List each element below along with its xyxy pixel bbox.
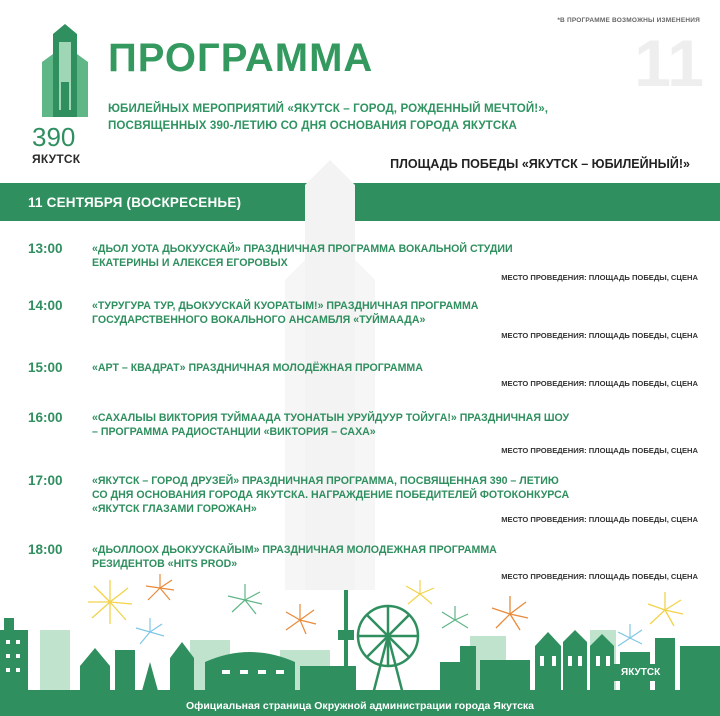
ferris-wheel-icon [358, 606, 418, 698]
event-time: 18:00 [28, 542, 63, 557]
watermark-tower-icon [275, 160, 385, 590]
event-time: 15:00 [28, 360, 63, 375]
event-time: 13:00 [28, 241, 63, 256]
logo-number: 390 [32, 122, 76, 152]
subtitle-line: ЮБИЛЕЙНЫХ МЕРОПРИЯТИЙ «ЯКУТСК – ГОРОД, РОЖДЕННЫЙ МЕЧТОЙ!», [108, 102, 549, 115]
logo-city: ЯКУТСК [32, 152, 81, 166]
event-description: «ДЬОЛ УОТА ДЬОКУУСКАЙ» ПРАЗДНИЧНАЯ ПРОГРАММА ВОКАЛЬНОЙ СТУДИИ ЕКАТЕРИНЫ И АЛЕКСЕЯ ЕГОРОВЫХ [92, 243, 513, 269]
subtitle-line: ПОСВЯЩЕННЫХ 390-ЛЕТИЮ СО ДНЯ ОСНОВАНИЯ ГОРОДА ЯКУТСКА [108, 119, 517, 132]
city-sign: ЯКУТСК [614, 664, 667, 681]
place-label: МЕСТО ПРОВЕДЕНИЯ: [501, 273, 587, 282]
place-value: ПЛОЩАДЬ ПОБЕДЫ, СЦЕНА [588, 446, 698, 455]
page-title: ПРОГРАММА [108, 36, 374, 80]
place-label: МЕСТО ПРОВЕДЕНИЯ: [501, 572, 587, 581]
event-place [501, 379, 698, 388]
event-description: «АРТ – КВАДРАТ» ПРАЗДНИЧНАЯ МОЛОДЁЖНАЯ ПРОГРАММА [92, 362, 423, 374]
event-place [501, 331, 698, 340]
event-time: 17:00 [28, 473, 63, 488]
date-label: 11 СЕНТЯБРЯ (ВОСКРЕСЕНЬЕ) [28, 195, 242, 210]
footer-text: Официальная страница Окружной администрации города Якутска [185, 700, 535, 712]
place-label: МЕСТО ПРОВЕДЕНИЯ: [501, 331, 587, 340]
skyline-illustration [0, 570, 720, 698]
event-time: 16:00 [28, 410, 63, 425]
footer-bar [0, 696, 720, 716]
place-value: ПЛОЩАДЬ ПОБЕДЫ, СЦЕНА [588, 273, 698, 282]
place-label: МЕСТО ПРОВЕДЕНИЯ: [501, 446, 587, 455]
place-value: ПЛОЩАДЬ ПОБЕДЫ, СЦЕНА [588, 572, 698, 581]
event-place [501, 515, 698, 524]
place-label: МЕСТО ПРОВЕДЕНИЯ: [501, 379, 587, 388]
event-description: «САХАЛЫЫ ВИКТОРИЯ ТУЙМААДА ТУОНАТЫН УРУЙДУУР ТОЙУГА!» ПРАЗДНИЧНАЯ ШОУ – ПРОГРАММА РАДИОСТАНЦИИ «ВИКТОРИЯ – САХА» [92, 412, 570, 438]
place-value: ПЛОЩАДЬ ПОБЕДЫ, СЦЕНА [588, 331, 698, 340]
place-value: ПЛОЩАДЬ ПОБЕДЫ, СЦЕНА [588, 515, 698, 524]
venue-heading: ПЛОЩАДЬ ПОБЕДЫ «ЯКУТСК – ЮБИЛЕЙНЫЙ!» [390, 157, 690, 171]
place-label: МЕСТО ПРОВЕДЕНИЯ: [501, 515, 587, 524]
event-place [501, 273, 698, 282]
page-subtitle [108, 100, 708, 134]
event-description: «ЯКУТСК – ГОРОД ДРУЗЕЙ» ПРАЗДНИЧНАЯ ПРОГРАММА, ПОСВЯЩЕННАЯ 390 – ЛЕТИЮ СО ДНЯ ОСНОВАНИЯ ГОРОДА ЯКУТСКА. НАГРАЖДЕНИЕ ПОБЕДИТЕЛЕЙ ФОТОКОНКУРСА «ЯКУТСК ГЛАЗАМИ ГОРОЖАН» [92, 475, 570, 515]
changes-note: *В ПРОГРАММЕ ВОЗМОЖНЫ ИЗМЕНЕНИЯ [557, 17, 700, 24]
event-description: «ТУРУГУРА ТУР, ДЬОКУУСКАЙ КУОРАТЫМ!» ПРАЗДНИЧНАЯ ПРОГРАММА ГОСУДАРСТВЕННОГО ВОКАЛЬНОГО АНСАМБЛЯ «ТУЙМААДА» [92, 300, 479, 326]
event-place [501, 446, 698, 455]
event-description: «ДЬОЛЛООХ ДЬОКУУСКАЙЫМ» ПРАЗДНИЧНАЯ МОЛОДЕЖНАЯ ПРОГРАММА РЕЗИДЕНТОВ «HITS PROD» [92, 544, 497, 570]
place-value: ПЛОЩАДЬ ПОБЕДЫ, СЦЕНА [588, 379, 698, 388]
day-number: 11 [634, 26, 704, 100]
event-time: 14:00 [28, 298, 63, 313]
